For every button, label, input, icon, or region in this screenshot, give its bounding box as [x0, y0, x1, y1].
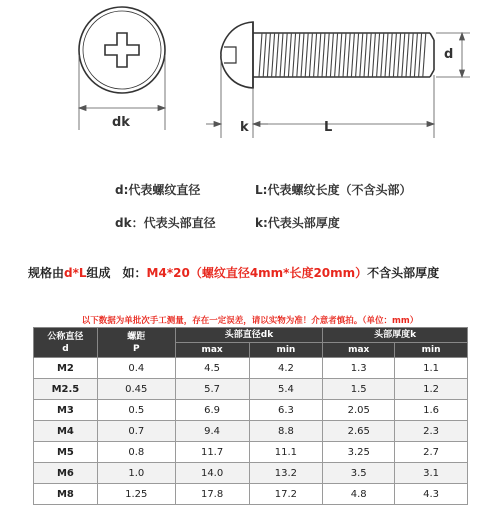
value-cell: 8.8: [249, 421, 323, 442]
spec-middle: 组成 如：: [86, 266, 147, 280]
header-k-max: max: [323, 343, 395, 358]
value-cell: 1.25: [97, 484, 175, 505]
spec-prefix: 规格由: [28, 266, 65, 280]
L-dimension: [253, 75, 434, 138]
table-row: [34, 379, 468, 400]
spec-example: M4*20（螺纹直径4mm*长度20mm）: [146, 266, 368, 280]
value-cell: 1.2: [395, 379, 468, 400]
value-cell: 1.3: [323, 358, 395, 379]
value-cell: 1.5: [323, 379, 395, 400]
measurement-notice: 以下数据为单批次手工测量，存在一定误差，请以实物为准！介意者慎拍。（单位：mm）: [81, 316, 419, 326]
thread-lines: [259, 33, 426, 77]
value-cell: 2.7: [395, 442, 468, 463]
value-cell: 5.4: [249, 379, 323, 400]
value-cell: 0.45: [97, 379, 175, 400]
d-label: d: [444, 47, 454, 62]
size-cell: M5: [34, 442, 98, 463]
table-header-row: [34, 328, 468, 343]
spec-dL: d*L: [64, 266, 87, 280]
header-k-min: min: [395, 343, 468, 358]
spec-table: [33, 327, 468, 505]
value-cell: 17.2: [249, 484, 323, 505]
value-cell: 5.7: [175, 379, 249, 400]
size-cell: M4: [34, 421, 98, 442]
value-cell: 6.3: [249, 400, 323, 421]
value-cell: 2.3: [395, 421, 468, 442]
value-cell: 0.8: [97, 442, 175, 463]
size-cell: M2: [34, 358, 98, 379]
value-cell: 0.7: [97, 421, 175, 442]
screw-drawing: [0, 0, 500, 250]
value-cell: 4.8: [323, 484, 395, 505]
definition-L: L:代表螺纹长度（不含头部）: [255, 183, 412, 197]
value-cell: 3.25: [323, 442, 395, 463]
table-row: [34, 442, 468, 463]
value-cell: 1.0: [97, 463, 175, 484]
value-cell: 4.3: [395, 484, 468, 505]
size-cell: M6: [34, 463, 98, 484]
value-cell: 2.65: [323, 421, 395, 442]
table-row: [34, 484, 468, 505]
value-cell: 1.1: [395, 358, 468, 379]
definition-dk: dk：代表头部直径: [115, 216, 216, 230]
value-cell: 9.4: [175, 421, 249, 442]
definition-d: d:代表螺纹直径: [115, 183, 201, 197]
table-row: [34, 421, 468, 442]
value-cell: 0.5: [97, 400, 175, 421]
header-pitch: 螺距 P: [97, 328, 175, 358]
table-row: [34, 463, 468, 484]
k-label: k: [240, 120, 249, 135]
value-cell: 11.1: [249, 442, 323, 463]
header-head-thickness: 头部厚度k: [323, 328, 468, 343]
value-cell: 0.4: [97, 358, 175, 379]
value-cell: 17.8: [175, 484, 249, 505]
header-dk-max: max: [175, 343, 249, 358]
value-cell: 3.5: [323, 463, 395, 484]
value-cell: 1.6: [395, 400, 468, 421]
size-cell: M2.5: [34, 379, 98, 400]
spec-description: [28, 264, 439, 281]
table-row: [34, 400, 468, 421]
value-cell: 11.7: [175, 442, 249, 463]
value-cell: 2.05: [323, 400, 395, 421]
spec-suffix: 不含头部厚度: [367, 266, 440, 280]
definition-k: k:代表头部厚度: [255, 216, 340, 230]
header-nominal: 公称直径 d: [34, 328, 98, 358]
table-row: [34, 358, 468, 379]
dk-label: dk: [112, 115, 130, 130]
k-dimension: [206, 60, 268, 138]
value-cell: 4.2: [249, 358, 323, 379]
L-label: L: [324, 120, 333, 135]
value-cell: 6.9: [175, 400, 249, 421]
head-top-view: [79, 7, 165, 93]
value-cell: 4.5: [175, 358, 249, 379]
value-cell: 14.0: [175, 463, 249, 484]
value-cell: 3.1: [395, 463, 468, 484]
value-cell: 13.2: [249, 463, 323, 484]
header-dk-min: min: [249, 343, 323, 358]
size-cell: M8: [34, 484, 98, 505]
header-head-diameter: 头部直径dk: [175, 328, 323, 343]
size-cell: M3: [34, 400, 98, 421]
